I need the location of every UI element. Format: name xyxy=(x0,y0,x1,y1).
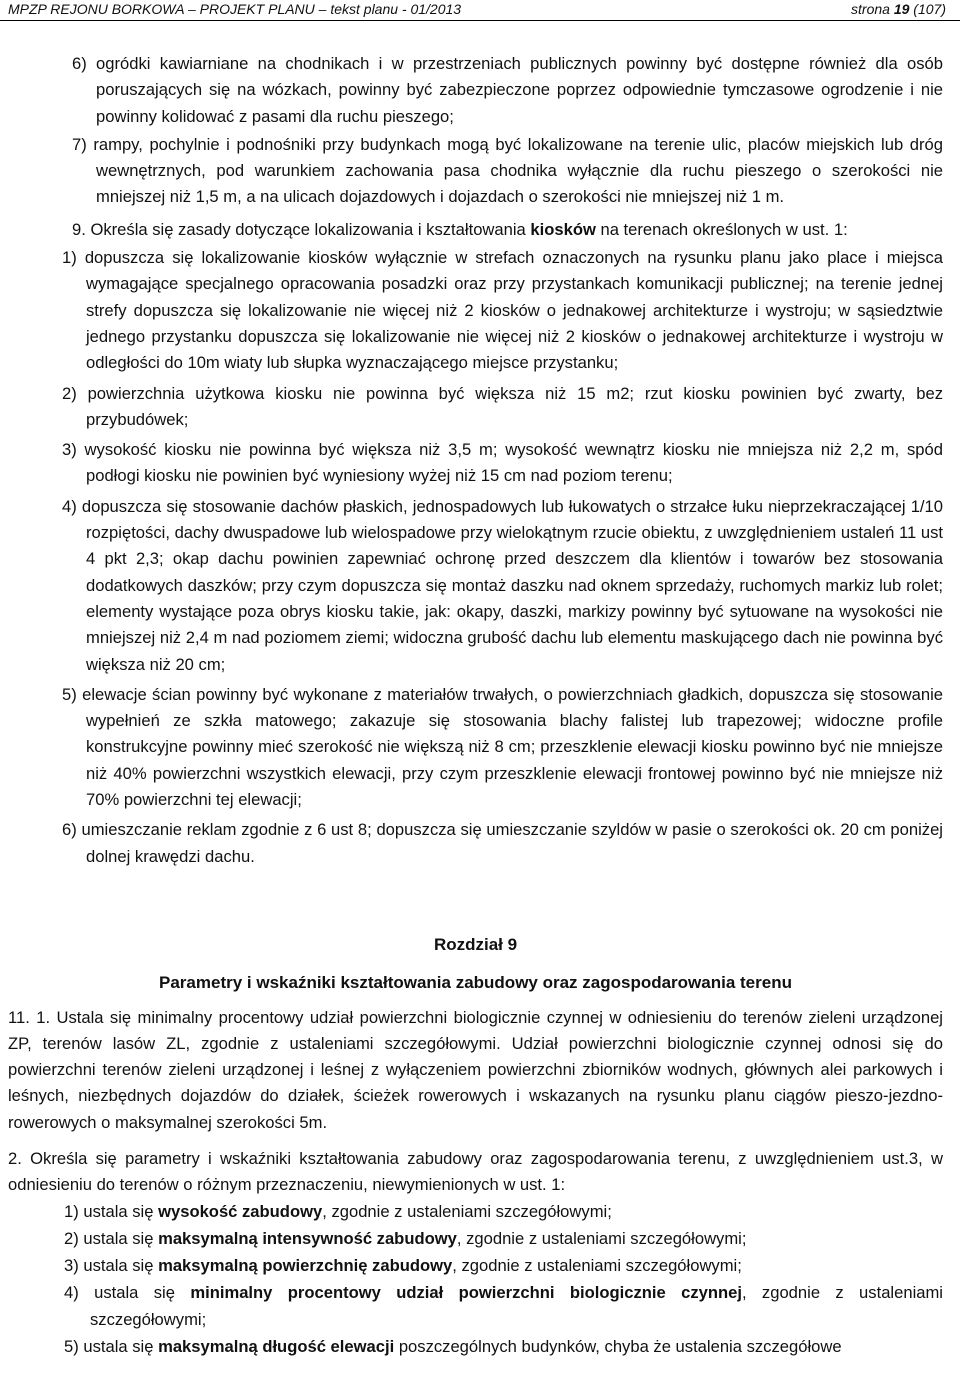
point-9-intro: 9. Określa się zasady dotyczące lokalizowania i kształtowania kiosków na terenach określonych w ust. 1: xyxy=(72,219,848,239)
point-9-sub-3: 3) wysokość kiosku nie powinna być większa niż 3,5 m; wysokość wewnątrz kiosku nie mniejsza niż 2,2 m, spód podłogi kiosku nie powinien być wyniesiony wyżej niż 15 cm nad poziom terenu; xyxy=(62,440,943,486)
list-item: 1) ustala się wysokość zabudowy, zgodnie z ustaleniami szczegółowymi; xyxy=(64,1201,612,1221)
list-item: 4) ustala się minimalny procentowy udział powierzchni biologicznie czynnej, zgodnie z ustaleniami szczegółowymi; xyxy=(64,1283,943,1329)
document-title: MPZP REJONU BORKOWA – PROJEKT PLANU – tekst planu - 01/2013 xyxy=(8,1,462,17)
paragraph-11-2: 2. Określa się parametry i wskaźniki kształtowania zabudowy oraz zagospodarowania terenu, z uwzględnieniem ust.3, w odniesieniu do terenów o różnym przeznaczeniu, niewymienionych w ust. 1: xyxy=(8,1148,943,1195)
list-item: 2) ustala się maksymalną intensywność zabudowy, zgodnie z ustaleniami szczegółowymi; xyxy=(64,1228,747,1248)
list-item: 3) ustala się maksymalną powierzchnię zabudowy, zgodnie z ustaleniami szczegółowymi; xyxy=(64,1256,742,1276)
page-header xyxy=(0,0,960,21)
page-number: strona 19 (107) xyxy=(851,1,946,17)
item-6: 6) ogródki kawiarniane na chodnikach i w przestrzeniach publicznych powinny być dostępne również dla osób poruszających się na wózkach, powinny być zabezpieczone poprzez odpowiednie tymczasowe ogrodzenie i nie powinny kolidować z pasami dla ruchu pieszego; xyxy=(72,54,943,126)
point-9-sub-1: 1) dopuszcza się lokalizowanie kiosków wyłącznie w strefach oznaczonych na rysunku planu jako place i miejsca wymagające specjalnego opracowania posadzki oraz przy przystankach komunikacji publicznej; na terenie jednej strefy dopuszcza się lokalizowanie nie więcej niż 2 kiosków o jednakowej architekturze i wystroju; w sąsiedztwie jednego przystanku dopuszcza się lokalizowanie nie więcej niż 2 kiosków o jednakowej architekturze i wystroju w odległości do 10m wiaty lub słupka wyznaczającego miejsce przystanku; xyxy=(62,248,943,373)
document-body xyxy=(8,51,943,1360)
point-9-sub-4: 4) dopuszcza się stosowanie dachów płaskich, jednospadowych lub łukowatych o strzałce łuku nieprzekraczającej 1/10 rozpiętości, dachy dwuspadowe lub wielospadowe przy wielokątnym rzucie obiektu, z uwzględnieniem ustaleń 11 ust 4 pkt 2,3; okap dachu powinien zapewniać ochronę przed deszczem dla klientów i towarów bez stosowania dodatkowych daszków; przy czym dopuszcza się montaż daszku nad oknem sprzedaży, ruchomych markiz lub rolet; elementy wystające poza obrys kiosku takie, jak: okapy, daszki, markizy powinny być sytuowane na wysokości nie mniejszej niż 2,4 m nad poziomem ziemi; widoczna grubość dachu lub elementu maskującego dach nie powinna być większa niż 20 cm; xyxy=(62,496,943,674)
chapter-title: Rozdział 9 xyxy=(433,934,518,954)
point-9-sub-5: 5) elewacje ścian powinny być wykonane z materiałów trwałych, o powierzchniach gładkich, dopuszcza się stosowanie wypełnień ze szkła matowego; zakazuje się stosowania blachy falistej lub trapezowej; widoczne profile konstrukcyjne powinny mieć szerokość nie większą niż 8 cm; przeszklenie elewacji kiosku powinno być nie mniejsze niż 40% powierzchni wszystkich elewacji, przy czym przeszklenie elewacji frontowej powinno być nie mniejsze niż 70% powierzchni tej elewacji; xyxy=(62,684,943,810)
point-9-sub-2: 2) powierzchnia użytkowa kiosku nie powinna być większa niż 15 m2; rzut kiosku powinien być zwarty, bez przybudówek; xyxy=(62,383,943,429)
point-9-sub-6: 6) umieszczanie reklam zgodnie z 6 ust 8; dopuszcza się umieszczanie szyldów w pasie o szerokości ok. 20 cm poniżej dolnej krawędzi dachu. xyxy=(62,820,943,866)
list-item: 5) ustala się maksymalną długość elewacji poszczególnych budynków, chyba że ustalenia szczegółowe xyxy=(64,1337,842,1357)
item-7: 7) rampy, pochylnie i podnośniki przy budynkach mogą być lokalizowane na terenie ulic, placów miejskich lub dróg wewnętrznych, pod warunkiem zachowania pasa chodnika wyłącznie dla ruchu pieszego o szerokości nie mniejszej niż 1,5 m, a na ulicach dojazdowych i dojazdach o szerokości nie mniejszej niż 1 m. xyxy=(72,134,943,207)
chapter-subtitle: Parametry i wskaźniki kształtowania zabudowy oraz zagospodarowania terenu xyxy=(159,973,792,993)
paragraph-11-1: 11. 1. Ustala się minimalny procentowy udział powierzchni biologicznie czynnej w odniesieniu do terenów zieleni urządzonej ZP, terenów lasów ZL, zgodnie z ustaleniami szczegółowymi. Udział powierzchni biologicznie czynnej odnosi się do powierzchni terenów zieleni urządzonej i leśnej z wyłączeniem powierzchni zbiorników wodnych, głównych alei parkowych i leśnych, niezbędnych dojazdów do działek, ścieżek rowerowych i wskazanych na rysunku planu ciągów pieszo-jezdno-rowerowych o maksymalnej szerokości 5m. xyxy=(8,1007,943,1132)
